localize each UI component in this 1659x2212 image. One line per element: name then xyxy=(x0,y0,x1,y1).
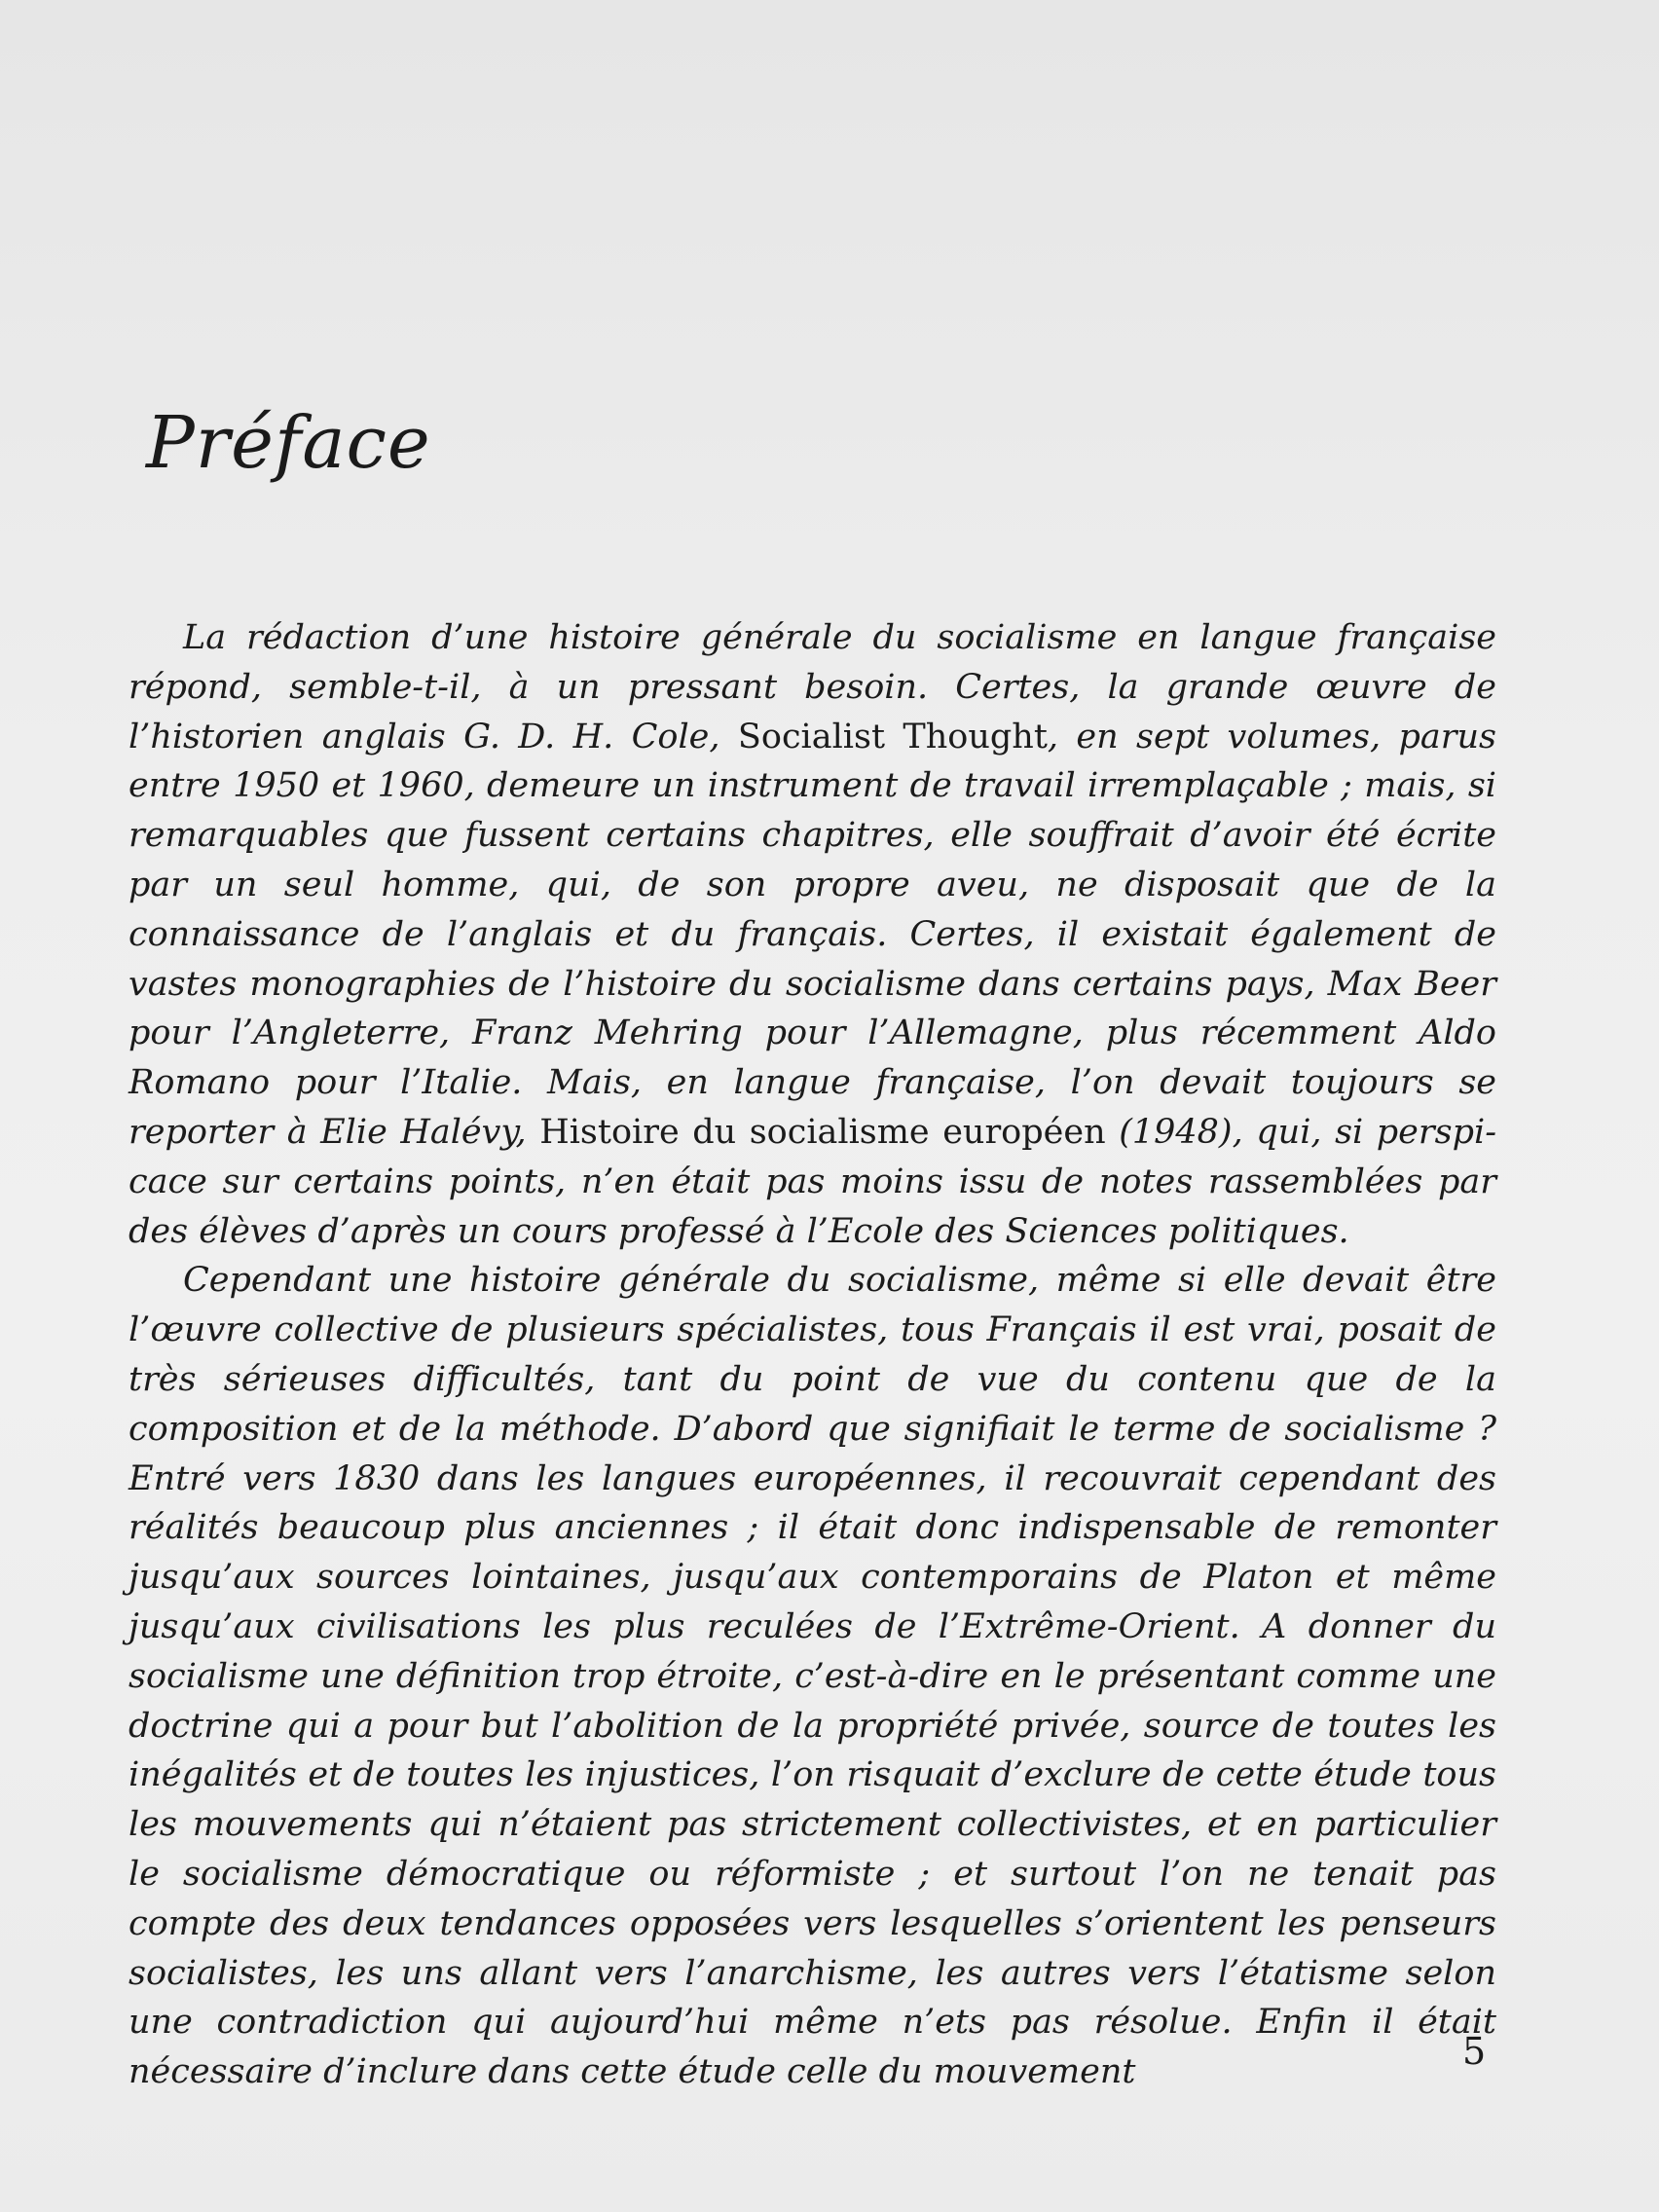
preface-body xyxy=(129,613,1496,2097)
show-through-text xyxy=(146,0,1509,608)
paragraph-1 xyxy=(129,613,1496,1256)
book-title-histoire-socialisme: Histoire du socialisme européen xyxy=(539,1112,1106,1152)
page-title: Préface xyxy=(146,401,431,485)
book-title-socialist-thought: Socialist Thought xyxy=(737,717,1048,756)
paragraph-1-part-3: (1948), qui, si perspicace sur certains points, n’en était pas moins issu de notes rassemblées par des élèves d’après un cours professé à l’Ecole des Sciences politiques. xyxy=(129,1112,1497,1251)
paragraph-2: Cependant une histoire générale du socialisme, même si elle devait être l’œuvre collective de plusieurs spécialistes, tous Français il est vrai, posait de très sérieuses difficultés, tant du point de vue du contenu que de la composition et de la méthode. D’abord que signifiait le terme de socialisme ? Entré vers 1830 dans les langues européennes, il recouvrait cependant des réalités beaucoup plus anciennes ; il était donc indispensable de remonter jusqu’aux sources lointaines, jusqu’aux contemporains de Platon et même jusqu’aux civilisations les plus reculées de l’Extrême-Orient. A donner du socialisme une définition trop étroite, c’est-à-dire en le présentant comme une doctrine qui a pour but l’abolition de la propriété privée, source de toutes les inégalités et de toutes les injustices, l’on risquait d’exclure de cette étude tous les mouvements qui n’étaient pas strictement collectivistes, et en particulier le socialisme démocratique ou réformiste ; et surtout l’on ne tenait pas compte des deux tendances opposées vers lesquelles s’orientent les penseurs socialistes, les uns allant vers l’anarchisme, les autres vers l’étatisme selon une contradiction qui aujourd’hui même n’ets pas résolue. Enfin il était nécessaire d’inclure dans cette étude celle du mouvement xyxy=(129,1261,1496,2092)
paragraph-1-part-2: , en sept volumes, parus entre 1950 et 1960, demeure un instrument de travail irremplaçable ; mais, si remarquables que fussent certains chapitres, elle souffrait d’avoir été écrite par un seul homme, qui, de son propre aveu, ne disposait que de la connaissance de l’anglais et du français. Certes, il existait également de vastes monographies de l’histoire du socialisme dans certains pays, Max Beer pour l’Angleterre, Franz Mehring pour l’Allemagne, plus récemment Aldo Romano pour l’Italie. Mais, en langue française, l’on devait toujours se reporter à Elie Halévy, xyxy=(129,717,1497,1152)
paragraph-1-part-1: La rédaction d’une histoire générale du socialisme en langue française répond, semble-t-il, à un pressant besoin. Certes, la grande œuvre de l’historien anglais G. D. H. Cole, xyxy=(129,618,1496,756)
page-number: 5 xyxy=(1462,2030,1487,2073)
